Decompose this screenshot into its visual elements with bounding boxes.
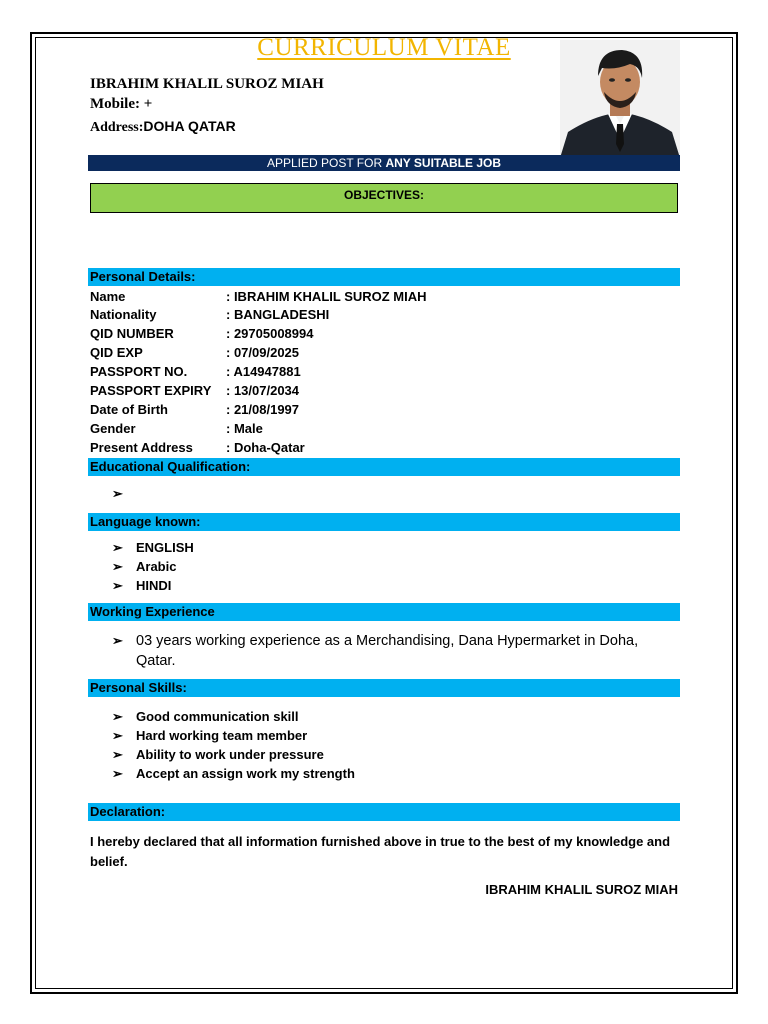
list-item [112, 484, 136, 503]
arrow-bullet-icon: ➢ [112, 486, 123, 501]
document-title: CURRICULUM VITAE [257, 34, 511, 61]
detail-row-name [90, 287, 427, 306]
detail-label: Date of Birth [90, 402, 168, 417]
arrow-bullet-icon: ➢ [112, 766, 123, 781]
arrow-bullet-icon: ➢ [112, 728, 123, 743]
detail-label: PASSPORT NO. [90, 364, 188, 379]
detail-label: QID EXP [90, 345, 143, 360]
section-skills: Personal Skills: [88, 679, 680, 697]
list-item: ➢ Hard working team member [112, 728, 308, 743]
address-value: DOHA QATAR [143, 118, 236, 134]
detail-row-date-of-birth [90, 400, 299, 419]
detail-label: Present Address [90, 440, 193, 455]
section-languages: Language known: [88, 513, 680, 531]
detail-value: : 21/08/1997 [226, 402, 300, 417]
list-item: ➢ Arabic [112, 559, 177, 574]
section-personal-details: Personal Details: [88, 268, 680, 286]
applied-post-value: ANY SUITABLE JOB [385, 156, 502, 170]
arrow-bullet-icon: ➢ [112, 709, 123, 724]
detail-label: QID NUMBER [90, 326, 174, 341]
arrow-bullet-icon: ➢ [112, 747, 123, 762]
detail-row-gender [90, 419, 263, 438]
experience-item: ➢ 03 years working experience as a Merchandising, Dana Hypermarket in Doha, Qatar. [112, 633, 639, 669]
detail-row-passport-expiry [90, 381, 299, 400]
detail-value: : A14947881 [226, 364, 301, 379]
detail-row-passport-no [90, 362, 301, 381]
objectives-label: OBJECTIVES: [343, 188, 424, 202]
detail-row-nationality [90, 305, 329, 324]
detail-label: Name [90, 289, 126, 304]
detail-value: : 07/09/2025 [226, 345, 300, 360]
address-line [90, 118, 236, 136]
detail-label: PASSPORT EXPIRY [90, 383, 212, 398]
signature-name: IBRAHIM KHALIL SUROZ MIAH [485, 882, 678, 897]
detail-value: : Male [226, 421, 263, 436]
list-item: ➢ Good communication skill [112, 709, 299, 724]
detail-label: Nationality [90, 307, 157, 322]
detail-value: : BANGLADESHI [226, 307, 330, 322]
detail-row-qid-exp [90, 343, 299, 362]
list-item: ➢ HINDI [112, 578, 172, 593]
detail-value: : Doha-Qatar [226, 440, 305, 455]
list-item: ➢ Ability to work under pressure [112, 747, 324, 762]
objectives-box [90, 183, 678, 213]
section-experience: Working Experience [88, 603, 680, 621]
applied-post-prefix: APPLIED POST FOR [266, 156, 386, 170]
list-item: ➢ Accept an assign work my strength [112, 766, 355, 781]
detail-label: Gender [90, 421, 136, 436]
list-item: ➢ ENGLISH [112, 540, 194, 555]
arrow-bullet-icon: ➢ [112, 578, 123, 593]
detail-value: : 29705008994 [226, 326, 314, 341]
arrow-bullet-icon: ➢ [112, 540, 123, 555]
detail-row-present-address [90, 438, 305, 457]
section-declaration: Declaration: [88, 803, 680, 821]
arrow-bullet-icon: ➢ [112, 633, 123, 648]
section-education: Educational Qualification: [88, 458, 680, 476]
applicant-name: IBRAHIM KHALIL SUROZ MIAH [90, 76, 324, 92]
declaration-text: I hereby declared that all information furnished above in true to the best of my knowledge and belief. [90, 834, 671, 869]
detail-value: : IBRAHIM KHALIL SUROZ MIAH [226, 289, 427, 304]
mobile-line: Mobile: + [90, 96, 153, 112]
applied-post-bar [88, 155, 680, 171]
profile-photo [560, 40, 680, 158]
detail-row-qid-number [90, 324, 313, 343]
arrow-bullet-icon: ➢ [112, 559, 123, 574]
address-label: Address: [90, 120, 144, 135]
detail-value: : 13/07/2034 [226, 383, 300, 398]
